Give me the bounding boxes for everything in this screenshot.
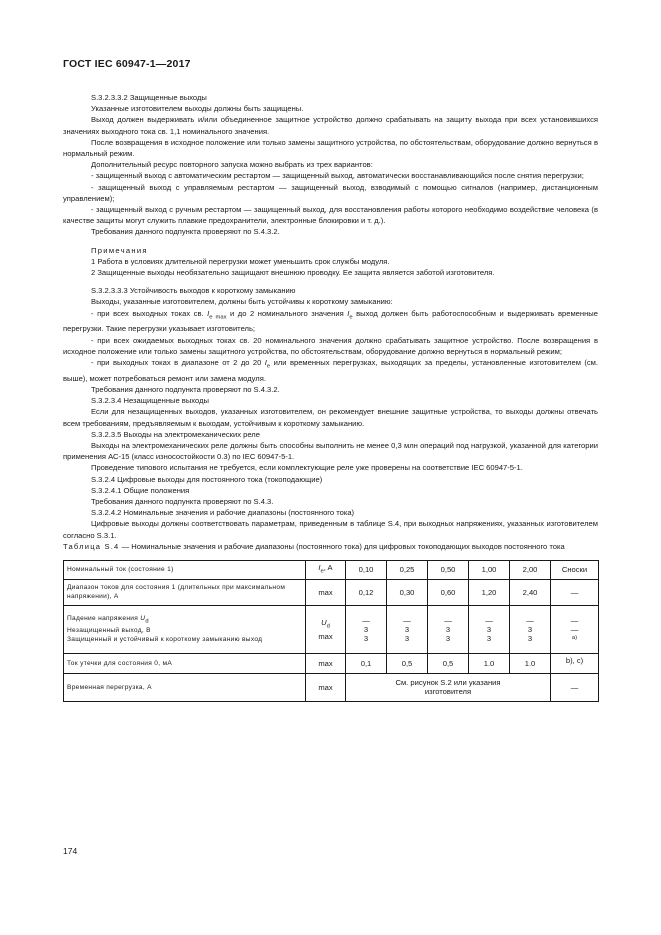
table-row	[64, 673, 599, 701]
table-cell: — 3 3	[387, 605, 428, 653]
table-cell: 0,5	[428, 653, 469, 673]
row-label: Диапазон токов для состояния 1 (длительных при максимальном напряжении), A	[64, 579, 306, 605]
table-cell: 1,00	[469, 560, 510, 579]
table-cell: 0,5	[387, 653, 428, 673]
page-content	[63, 92, 598, 702]
table-cell: 1.0	[469, 653, 510, 673]
paragraph: Указанные изготовителем выходы должны быть защищены.	[91, 104, 304, 114]
subclause-heading: S.3.2.3.3.2 Защищенные выходы	[91, 93, 207, 102]
note-item: 2 Защищенные выходы необязательно защищают внешнюю проводку. Ее защита является заботой изготовителя.	[91, 268, 495, 278]
document-header: ГОСТ IEC 60947-1—2017	[63, 58, 191, 70]
table-cell: 2,40	[510, 579, 551, 605]
paragraph: Выходы, указанные изготовителем, должны быть устойчивы к короткому замыканию:	[91, 297, 393, 307]
table-cell: — — a)	[551, 605, 599, 653]
paragraph: Цифровые выходы должны соответствовать параметрам, приведенным в таблице S.4, при выходных напряжениях, указанных изготовителем согласно S.3.1.	[63, 519, 598, 540]
table-cell: — 3 3	[428, 605, 469, 653]
subclause-heading: S.3.2.3.3.3 Устойчивость выходов к короткому замыканию	[91, 286, 296, 296]
ratings-table	[63, 560, 599, 702]
table-cell: 0,50	[428, 560, 469, 579]
notes-title: Примечания	[91, 245, 148, 255]
row-label: Ток утечки для состояния 0, мА	[64, 653, 306, 673]
list-item: - при всех ожидаемых выходных токах св. 20 номинального значения должно срабатывать защитное устройство. После возвращения в исходное положение или только замены защитного устройства, по обстоятельствам, оборудование должно вернуться в нормальный режим;	[63, 335, 598, 356]
row-symbol: $U_d$ max	[306, 605, 346, 653]
table-cell: 0,25	[387, 560, 428, 579]
table-cell: 0,12	[346, 579, 387, 605]
table-cell: 0,10	[346, 560, 387, 579]
paragraph: Дополнительный ресурс повторного запуска можно выбрать из трех вариантов:	[91, 160, 373, 170]
list-item: - защищенный выход с управляемым рестартом — защищенный выход, взводимый с помощью сигналов (например, дистанционным управлением);	[63, 182, 598, 203]
subclause-heading: S.3.2.4 Цифровые выходы для постоянного тока (токоподающие)	[91, 474, 323, 484]
subclause-heading: S.3.2.4.2 Номинальные значения и рабочие диапазоны (постоянного тока)	[91, 508, 355, 518]
table-cell: 0,60	[428, 579, 469, 605]
row-symbol: $I_e$, A	[306, 560, 346, 579]
table-cell-merged: См. рисунок S.2 или указания изготовителя	[346, 673, 551, 701]
table-cell: —	[551, 579, 599, 605]
row-symbol: max	[306, 673, 346, 701]
table-cell: —	[551, 673, 599, 701]
paragraph: Требования данного подпункта проверяют по S.4.3.2.	[91, 227, 280, 237]
table-cell: b), c)	[551, 653, 599, 673]
table-cell: 1,20	[469, 579, 510, 605]
subclause-heading: S.3.2.3.4 Незащищенные выходы	[91, 396, 209, 406]
table-cell: 2,00	[510, 560, 551, 579]
list-item: - при всех выходных токах св. $I_{e max}$ и до 2 номинального значения $I_e$ выход должен быть работоспособным и выдерживать временные перегрузки. Такие перегрузки указывает изготовитель;	[63, 308, 598, 334]
paragraph: Требования данного подпункта проверяют по S.4.3.2.	[91, 384, 280, 394]
row-label: Падение напряжения $U_d$ Незащищенный выход, В Защищенный и устойчивый к короткому замыканию выход	[64, 605, 306, 653]
table-cell: 0,1	[346, 653, 387, 673]
table-cell: — 3 3	[510, 605, 551, 653]
paragraph: Если для незащищенных выходов, указанных изготовителем, он рекомендует внешние защитные устройства, то выходы должны отвечать всем требованиям, предъявляемым к выходам, устойчивым к короткому замыканию.	[63, 407, 598, 428]
subclause-heading: S.3.2.3.5 Выходы на электромеханических реле	[91, 429, 260, 439]
paragraph: Требования данного подпункта проверяют по S.4.3.	[91, 496, 274, 506]
paragraph: Выход должен выдерживать и/или объединенное защитное устройство должно срабатывать на защиту выхода при всех установившихся значениях выходного тока св. 1,1 номинального значения.	[63, 115, 598, 136]
table-cell: 1.0	[510, 653, 551, 673]
table-caption: Таблица S.4 — Номинальные значения и рабочие диапазоны (постоянного тока) для цифровых токоподающих выходов постоянного тока	[63, 541, 565, 551]
row-label: Временная перегрузка, А	[64, 673, 306, 701]
table-row	[64, 579, 599, 605]
row-label: Номинальный ток (состояние 1)	[64, 560, 306, 579]
table-row	[64, 560, 599, 579]
list-item: - защищенный выход с автоматическим рестартом — защищенный выход, автоматически восстанавливающийся после снятия перегрузки;	[91, 171, 584, 181]
paragraph: Выходы на электромеханических реле должны быть способны выполнить не менее 0,3 млн операций под нагрузкой, указанной для категории применения АС-15 (класс износостойкости 0.3) по IEC 60947-5-1.	[63, 440, 598, 462]
row-symbol: max	[306, 653, 346, 673]
row-symbol: max	[306, 579, 346, 605]
table-cell: — 3 3	[346, 605, 387, 653]
page-number: 174	[63, 846, 78, 856]
table-cell: Сноски	[551, 560, 599, 579]
list-item: - при выходных токах в диапазоне от 2 до 20 $I_e$ или временных перегрузках, выходящих за пределы, установленные изготовителем (см. выше), может потребоваться ремонт или замена модуля.	[63, 357, 599, 383]
table-row	[64, 605, 599, 653]
list-item: - защищенный выход с ручным рестартом — защищенный выход, для восстановления работы которого необходимо воздействие человека (в качестве защиты могут служить плавкие предохранители, электронные блокировки и т. д.).	[63, 205, 598, 226]
paragraph: После возвращения в исходное положение или только замены защитного устройства, по обстоятельствам, оборудование должно вернуться в нормальный режим.	[63, 137, 598, 159]
table-cell: 0,30	[387, 579, 428, 605]
table-cell: — 3 3	[469, 605, 510, 653]
note-item: 1 Работа в условиях длительной перегрузки может уменьшить срок службы модуля.	[91, 256, 390, 266]
table-row	[64, 653, 599, 673]
paragraph: Проведение типового испытания не требуется, если комплектующие реле уже проверены на соответствие IEC 60947-5-1.	[91, 463, 523, 473]
subclause-heading: S.3.2.4.1 Общие положения	[91, 485, 190, 495]
